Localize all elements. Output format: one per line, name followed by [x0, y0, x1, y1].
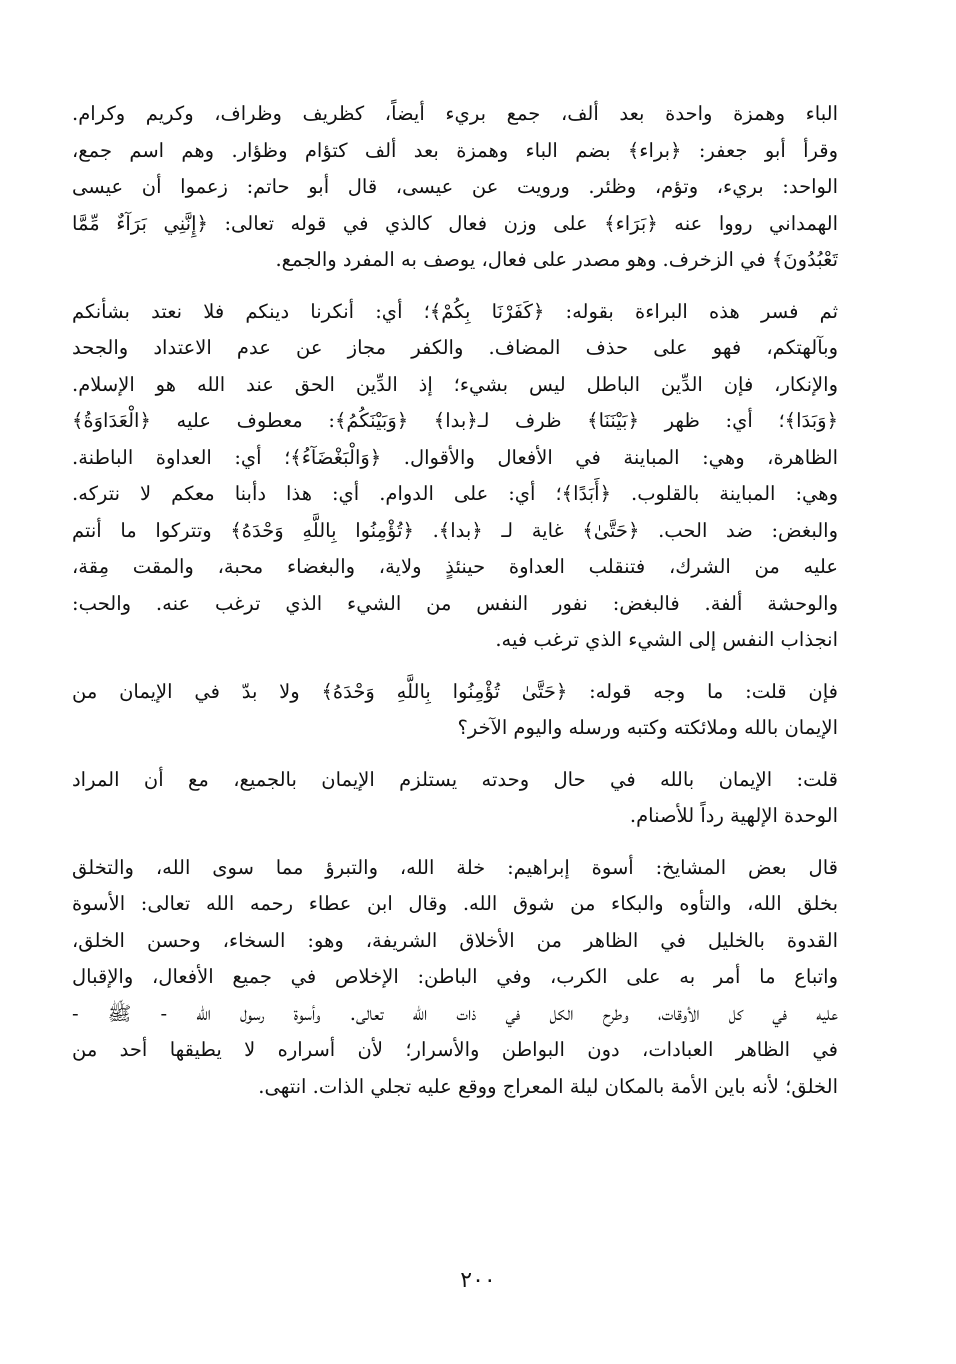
text-line: عليه في كل الأوقات، وطرح الكل في ذات الله تعالى. وأسوة رسول الله - ﷺ - [72, 1001, 838, 1025]
paragraph-1 [72, 96, 838, 279]
text-line: فإن قلت: ما وجه قوله: ﴿حَتَّىٰ تُؤْمِنُوا بِاللَّهِ وَحْدَهُ﴾ ولا بدّ في الإيمان من [72, 679, 838, 703]
text-line: القدوة بالخليل في الظاهر من الأخلاق الشريفة، وهو: السخاء، وحسن الخلق، [72, 928, 838, 952]
text-line: عليه من الشرك، فتنقلب العداوة حينئذٍ ولاية، والبغضاء محبة، والمقت مِقة، [72, 555, 838, 578]
text-line: بخلق الله، والتأوه والبكاء من شوق الله. وقال ابن عطاء رحمه الله تعالى: الأسوة [72, 892, 838, 915]
paragraph-4 [72, 762, 838, 835]
page-body [72, 96, 838, 1120]
text-line: ﴿وَبَدَا﴾؛ أي: ظهر ﴿بَيْنَنَا﴾ ظرف لـ﴿بدا﴾ ﴿وَبَيْنَكُمُ﴾: معطوف عليه ﴿الْعَدَاوَةُ﴾ [72, 409, 838, 432]
text-line: والوحشة ألفة. فالبغض: نفور النفس من الشيء الذي ترغب عنه. والحب: [72, 591, 838, 615]
text-line: الوحدة الإلهية رداً للأصنام. [629, 804, 838, 827]
text-line: قال بعض المشايخ: أسوة إبراهيم: خلة الله، والتبرؤ مما سوى الله، والتخلق [72, 855, 838, 879]
text-line: واتباع ما أمر به على الكرب، وفي الباطن: الإخلاص في جميع الأفعال، والإقبال [72, 965, 838, 988]
page-number: ٢٠٠ [460, 1268, 496, 1293]
text-line: الهمداني رووا عنه ﴿بَرَاء﴾ على وزن فعال كالذي في قوله تعالى: ﴿إِنَّنِي بَرَآءٌ مِّمَّا [72, 211, 838, 235]
text-line: في الظاهر العبادات، دون البواطن والأسرار؛ لأن أسراره لا يطيقها أحد من [72, 1038, 838, 1061]
text-line: قلت: الإيمان بالله في حال وحدته يستلزم الإيمان بالجميع، مع أن المراد [72, 767, 838, 791]
paragraph-2 [72, 294, 838, 659]
paragraph-5 [72, 850, 838, 1106]
text-line: ثم فسر هذه البراءة بقوله: ﴿كَفَرْنَا بِكُمْ﴾؛ أي: أنكرنا دينكم فلا نعتد بشأنكم [72, 299, 838, 323]
text-line: الظاهرة، وهي: المباينة في الأفعال والأقوال. ﴿وَالْبَغْضَآءُ﴾؛ أي: العداوة الباطنة. [72, 445, 838, 469]
text-line: وهي: المباينة بالقلوب. ﴿أَبَدًا﴾؛ أي: على الدوام. أي: هذا دأبنا معكم لا نتركه. [72, 482, 838, 505]
text-line: انجذاب النفس إلى الشيء الذي ترغب فيه. [495, 628, 838, 651]
text-line: الخلق؛ لأنه باين الأمة بالمكان ليلة المعراج ووقع عليه تجلي الذات. انتهى. [258, 1074, 838, 1098]
text-line: والإنكار، فإن الدِّين الباطل ليس بشيء؛ إذ الدِّين الحق عند الله هو الإسلام. [72, 372, 838, 396]
paragraph-3 [72, 674, 838, 747]
text-line: الباء وهمزة واحدة بعد ألف، جمع بريء أيضاً، كظريف وظراف، وكريم وكرام. [72, 102, 838, 125]
text-line: والبغض: ضد الحب. ﴿حَتَّىٰ﴾ غاية لـ ﴿بدا﴾. ﴿تُؤْمِنُوا بِاللَّهِ وَحْدَهُ﴾ وتتركوا ما أنتم [72, 518, 838, 542]
text-line: وقرأ أبو جعفر: ﴿براء﴾ بضم الباء وهمزة بعد ألف كتؤام وظؤار. وهم اسم جمع، [72, 138, 838, 162]
text-line: الإيمان بالله وملائكته وكتبه ورسله واليوم الآخر؟ [457, 716, 838, 739]
text-line: تَعْبُدُونَ﴾ في الزخرف. وهو مصدر على فعال، يوصف به المفرد والجمع. [275, 248, 838, 271]
text-line: وبآلهتكم، فهو على حذف المضاف. والكفر مجاز عن عدم الاعتداد والجحد [72, 336, 838, 359]
text-line: الواحد: بريء، وتؤم، وظئر. ورويت عن عيسى، قال أبو حاتم: زعموا أن عيسى [72, 175, 838, 198]
